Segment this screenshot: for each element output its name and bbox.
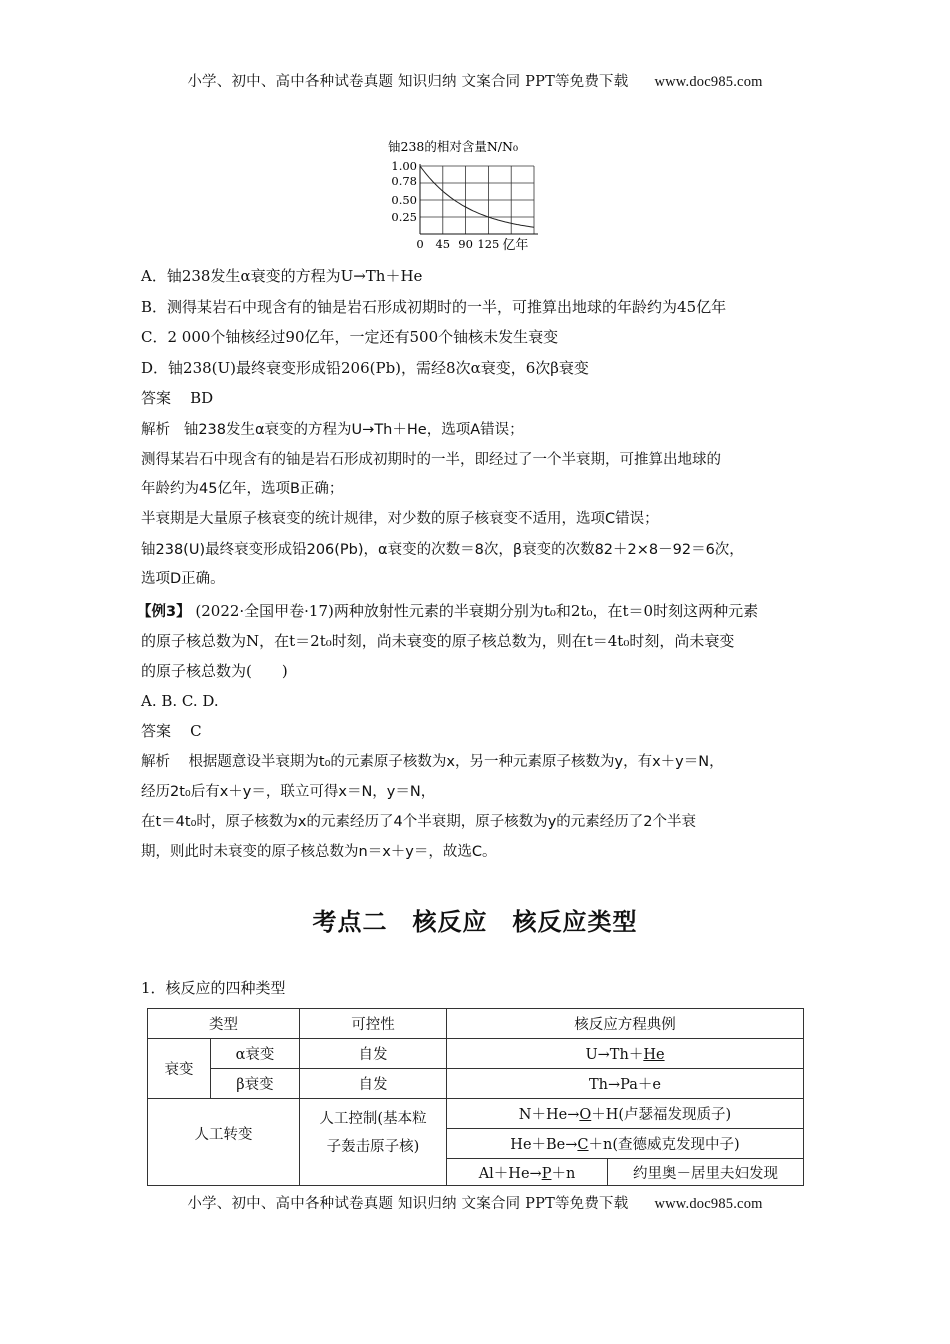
- header-controllability: 可控性: [300, 1009, 447, 1039]
- reaction-3-cell: [447, 1159, 608, 1186]
- decay-cell: 衰变: [148, 1039, 211, 1099]
- analysis-2-label: 解析: [141, 754, 170, 770]
- example-3-text-1: (2022·全国甲卷·17)两种放射性元素的半衰期分别为t₀和2t₀，在t＝0时刻这两种元素: [195, 602, 759, 620]
- example-3-tag: 【例3】: [137, 604, 191, 620]
- reaction-3-pre: Al＋He→: [478, 1165, 542, 1182]
- chart-ticks: [391, 159, 499, 251]
- analysis-1-line-6: 选项D正确。: [141, 571, 225, 587]
- artificial-cell: 人工转变: [148, 1099, 300, 1186]
- analysis-1-line-1: [141, 420, 524, 440]
- chart-x-tick-label: 125: [477, 237, 500, 251]
- page-header: [0, 70, 950, 91]
- analysis-1-label: 解析: [141, 422, 170, 438]
- example-3-choices: A. B. C. D.: [141, 692, 219, 710]
- artificial-control-l2: 子轰击原子核): [326, 1139, 420, 1155]
- uranium-decay-chart: [380, 134, 570, 254]
- header-type: 类型: [148, 1009, 300, 1039]
- option-b: B．测得某岩石中现含有的铀是岩石形成初期时的一半，可推算出地球的年龄约为45亿年: [141, 298, 727, 316]
- beta-decay-cell: β衰变: [211, 1069, 300, 1099]
- option-a: A．铀238发生α衰变的方程为U→Th＋He: [141, 267, 423, 285]
- reaction-2-post: ＋n(查德威克发现中子): [588, 1137, 740, 1153]
- header-examples: 核反应方程典例: [447, 1009, 804, 1039]
- chart-y-tick-label: 0.25: [391, 210, 417, 224]
- answer-2-label: 答案: [141, 722, 172, 740]
- analysis-1-line-5: 铀238(U)最终衰变形成铅206(Pb)，α衰变的次数＝8次，β衰变的次数82＋2×8－92＝6次，: [141, 542, 744, 558]
- page-footer: [0, 1192, 950, 1213]
- reaction-1-cell: [447, 1099, 804, 1129]
- reaction-1-post: ＋H(卢瑟福发现质子): [591, 1107, 732, 1123]
- answer-2: [141, 721, 202, 741]
- reaction-2-cell: [447, 1129, 804, 1159]
- chart-xlabel: 亿年: [502, 238, 529, 253]
- table-row: [148, 1039, 804, 1069]
- answer-1-label: 答案: [141, 389, 172, 407]
- reaction-2-product: C: [577, 1137, 589, 1153]
- alpha-control-cell: 自发: [300, 1039, 447, 1069]
- example-3-line-2: 的原子核总数为N，在t＝2t₀时刻，尚未衰变的原子核总数为，则在t＝4t₀时刻，尚未衰变: [141, 632, 735, 650]
- analysis-1-line-3: 年龄约为45亿年，选项B正确；: [141, 481, 344, 497]
- analysis-1-text-1: 铀238发生α衰变的方程为U→Th＋He，选项A错误；: [183, 422, 524, 438]
- chart-x-tick-label: 90: [458, 237, 473, 251]
- footer-site[interactable]: www.doc985.com: [654, 1196, 763, 1212]
- header-site[interactable]: www.doc985.com: [654, 74, 763, 90]
- chart-x-tick-label: 45: [435, 237, 451, 251]
- table-row: [148, 1069, 804, 1099]
- example-3-line-3: 的原子核总数为( ): [141, 662, 288, 680]
- chart-x-tick-label: 0: [416, 237, 424, 251]
- example-3-line-1: [137, 601, 758, 622]
- alpha-equation-cell: [447, 1039, 804, 1069]
- chart-y-tick-label: 0.50: [391, 193, 417, 207]
- chart-axes: [420, 164, 538, 234]
- artificial-control-l1: 人工控制(基本粒: [319, 1111, 427, 1127]
- option-d: D．铀238(U)最终衰变形成铅206(Pb)，需经8次α衰变，6次β衰变: [141, 359, 589, 377]
- reaction-3-post: ＋n: [551, 1165, 576, 1182]
- alpha-decay-cell: α衰变: [211, 1039, 300, 1069]
- answer-1-value: BD: [190, 389, 214, 407]
- artificial-control-cell: [300, 1099, 447, 1186]
- chart-y-tick-label: 1.00: [391, 159, 417, 173]
- reaction-1-pre: N＋He→: [518, 1107, 580, 1123]
- analysis-1-line-4: 半衰期是大量原子核衰变的统计规律，对少数的原子核衰变不适用，选项C错误；: [141, 511, 659, 527]
- reaction-1-product: O: [579, 1107, 592, 1123]
- decay-curve: [420, 166, 534, 227]
- table-header-row: [148, 1009, 804, 1039]
- analysis-2-text-1: 根据题意设半衰期为t₀的元素原子核数为x，另一种元素原子核数为y，有x＋y＝N，: [188, 754, 724, 770]
- answer-1: [141, 388, 213, 408]
- analysis-2-line-1: [141, 752, 724, 772]
- analysis-1-line-2: 测得某岩石中现含有的铀是岩石形成初期时的一半，即经过了一个半衰期，可推算出地球的: [141, 452, 721, 468]
- subsection-heading: 1．核反应的四种类型: [141, 979, 286, 997]
- reaction-2-pre: He＋Be→: [510, 1137, 578, 1153]
- footer-text: 小学、初中、高中各种试卷真题 知识归纳 文案合同 PPT等免费下载: [187, 1196, 629, 1212]
- section-title: 考点二 核反应 核反应类型: [312, 908, 638, 936]
- option-c: C．2 000个铀核经过90亿年，一定还有500个铀核未发生衰变: [141, 328, 559, 346]
- chart-title: 铀238的相对含量N/N₀: [388, 139, 518, 154]
- header-text: 小学、初中、高中各种试卷真题 知识归纳 文案合同 PPT等免费下载: [187, 74, 629, 90]
- analysis-2-line-2: 经历2t₀后有x＋y＝，联立可得x＝N，y＝N，: [141, 784, 436, 800]
- analysis-2-line-3: 在t＝4t₀时，原子核数为x的元素经历了4个半衰期，原子核数为y的元素经历了2个半衰: [141, 814, 697, 830]
- alpha-eq-text: U→Th＋: [585, 1047, 644, 1063]
- reaction-3-product: P: [541, 1165, 552, 1182]
- chart-y-tick-label: 0.78: [391, 173, 417, 188]
- table-row: [148, 1099, 804, 1129]
- nuclear-reaction-table: [147, 1008, 804, 1186]
- answer-2-value: C: [190, 722, 202, 740]
- chart-grid: [420, 166, 534, 234]
- analysis-2-line-4: 期，则此时未衰变的原子核总数为n＝x＋y＝，故选C。: [141, 844, 497, 860]
- beta-control-cell: 自发: [300, 1069, 447, 1099]
- beta-equation-cell: Th→Pa＋e: [447, 1069, 804, 1099]
- reaction-3-note-cell: 约里奥－居里夫妇发现: [608, 1159, 804, 1186]
- alpha-eq-product: He: [643, 1047, 665, 1063]
